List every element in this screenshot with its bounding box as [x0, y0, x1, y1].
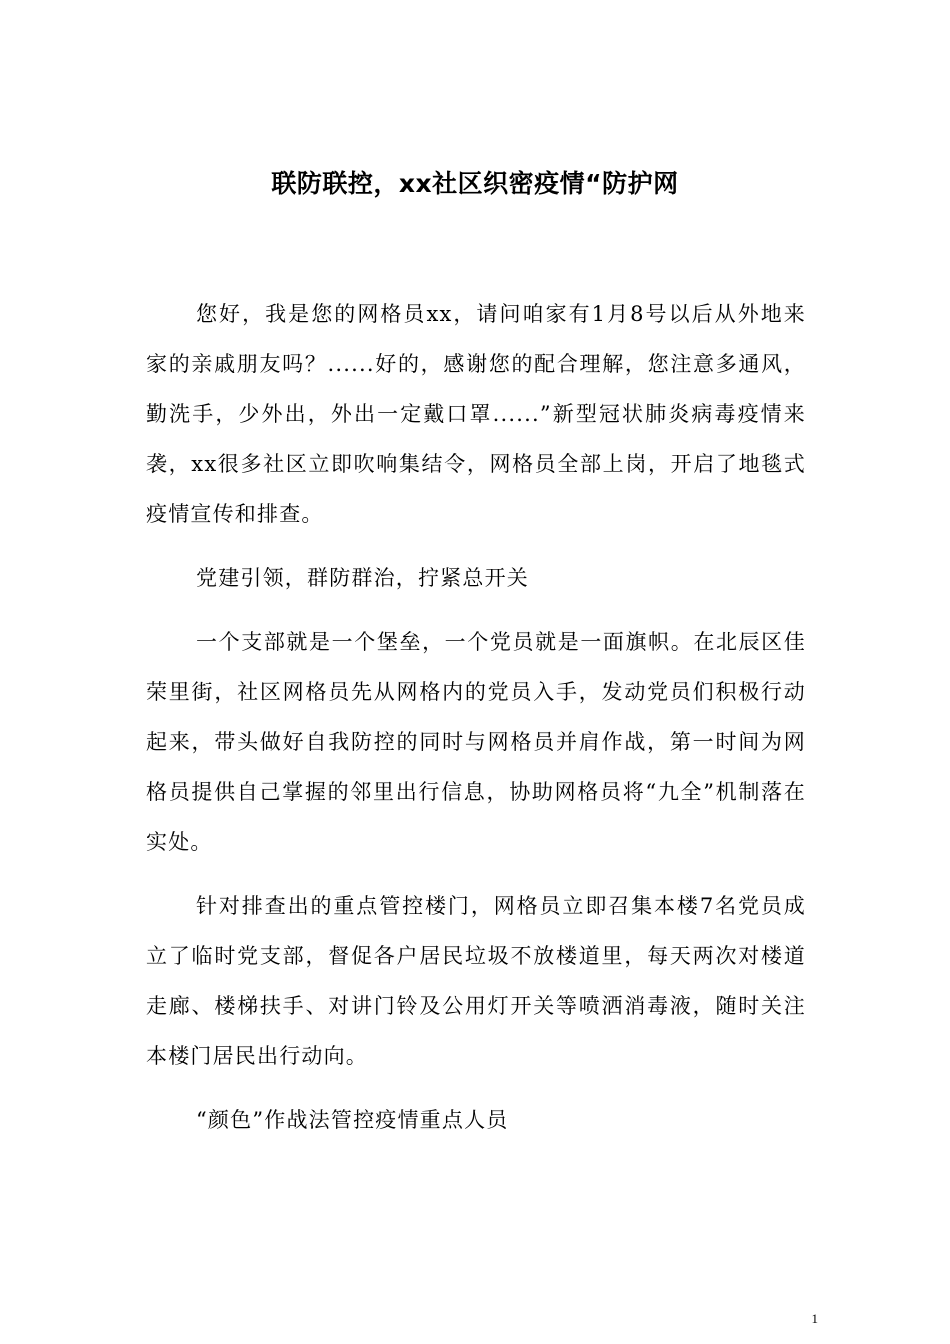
- document-title: 联防联控，xx社区织密疫情“防护网: [271, 169, 679, 198]
- section-heading-color-tactics: “颜色”作战法管控疫情重点人员: [196, 1108, 509, 1132]
- paragraph-intro: 您好，我是您的网格员xx，请问咱家有1月8号以后从外地来家的亲戚朋友吗？......好的，感谢您的配合理解，您注意多通风，勤洗手，少外出，外出一定戴口罩......”新型冠状肺炎病毒疫情来袭，xx很多社区立即吹响集结令，网格员全部上岗，开启了地毯式疫情宣传和排查。: [146, 302, 806, 526]
- page-number: 1: [811, 1311, 818, 1326]
- document-body: [146, 289, 806, 1145]
- paragraph-key-buildings: 针对排查出的重点管控楼门，网格员立即召集本楼7名党员成立了临时党支部，督促各户居民垃圾不放楼道里，每天两次对楼道走廊、楼梯扶手、对讲门铃及公用灯开关等喷洒消毒液，随时关注本楼门居民出行动向。: [146, 894, 806, 1068]
- paragraph-party-branch: 一个支部就是一个堡垒，一个党员就是一面旗帜。在北辰区佳荣里街，社区网格员先从网格内的党员入手，发动党员们积极行动起来，带头做好自我防控的同时与网格员并肩作战，第一时间为网格员提供自己掌握的邻里出行信息，协助网格员将“九全”机制落在实处。: [146, 630, 806, 854]
- section-heading-party-leadership: 党建引领，群防群治，拧紧总开关: [196, 566, 529, 590]
